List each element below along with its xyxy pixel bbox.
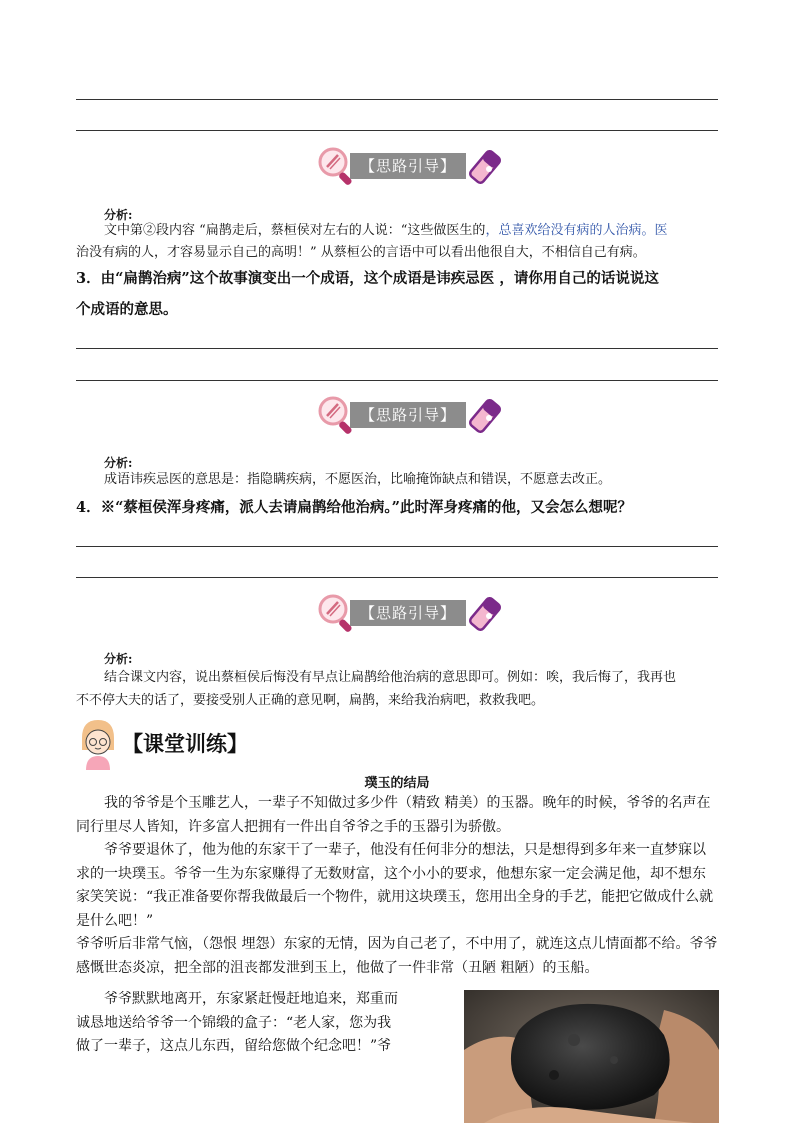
hint-label: 【思路引导】 [350,600,466,626]
story-line: 诚恳地送给爷爷一个锦缎的盒子：“老人家，您为我 [76,1014,392,1031]
section-header [76,716,376,770]
highlighted-quote: ，总喜欢给没有病的人治病。医 [485,223,668,238]
answer-line [76,380,718,381]
answer-line [76,130,718,131]
eraser-icon [468,147,506,187]
story-body [76,792,718,980]
section-title: 【课堂训练】 [122,732,248,756]
hint-label: 【思路引导】 [350,402,466,428]
analysis-text: 不不停大夫的话了，要接受别人正确的意见啊，扁鹊，来给我治病吧，救救我吧。 [76,693,545,708]
story-body-wrap [76,988,452,1059]
answer-line [76,577,718,578]
student-avatar-icon [76,716,120,770]
analysis-title: 分析: [104,652,133,666]
story-paragraph: 我的爷爷是个玉雕艺人，一辈子不知做过多少件（精致 精美）的玉器。晚年的时候，爷爷的名声在同行里尽人皆知，许多富人把拥有一件出自爷爷之手的玉器引为骄傲。 [76,795,711,835]
analysis-text: 成语讳疾忌医的意思是：指隐瞒疾病，不愿医治，比喻掩饰缺点和错误，不愿意去改正。 [104,472,612,487]
analysis-text-part: 文中第②段内容 “扁鹊走后，蔡桓侯对左右的人说：“这些做医生的 [104,223,486,238]
story-paragraph: 爷爷听后非常气恼，（怨恨 埋怨）东家的无情，因为自己老了，不中用了，就连这点儿情面都不给。爷爷感慨世态炎凉，把全部的沮丧都发泄到玉上，他做了一件非常（丑陋 粗陋）的玉船。 [76,936,718,976]
story-paragraph: 爷爷要退休了，他为他的东家干了一辈子，他没有任何非分的想法，只是想得到多年来一直梦寐以求的一块璞玉。爷爷一生为东家赚得了无数财富，这个小小的要求，他想东家一定会满足他，却不想东家笑笑说：“我正准备要你帮我做最后一个物件，就用这块璞玉，您用出全身的手艺，能把它做成什么就是什么吧！” [76,842,714,929]
story-line: 做了一辈子，这点儿东西，留给您做个纪念吧！”爷 [76,1038,392,1054]
answer-line [76,99,718,100]
answer-line [76,546,718,547]
question-3: 3．由“扁鹊治病”这个故事演变出一个成语，这个成语是讳疾忌医 ，请你用自己的话说说这 [76,270,659,287]
eraser-icon [468,594,506,634]
analysis-text: 结合课文内容，说出蔡桓侯后悔没有早点让扁鹊给他治病的意思即可。例如：唉，我后悔了，我再也 [104,670,677,685]
answer-line [76,348,718,349]
question-3-cont: 个成语的意思。 [76,301,178,318]
jade-stone-photo [464,990,719,1123]
eraser-icon [468,396,506,436]
analysis-text [76,220,726,242]
analysis-title: 分析: [104,456,133,470]
hint-badge [316,394,506,436]
hint-label: 【思路引导】 [350,153,466,179]
analysis-text: 治没有病的人，才容易显示自己的高明！” 从蔡桓公的言语中可以看出他很自大，不相信自己有病。 [76,245,646,260]
hint-badge [316,145,506,187]
story-title: 璞玉的结局 [364,776,430,791]
jade-stone-image [464,990,719,1123]
question-4: 4．※“蔡桓侯浑身疼痛，派人去请扁鹊给他治病。”此时浑身疼痛的他，又会怎么想呢？ [76,499,633,516]
analysis-title: 分析: [104,208,133,222]
story-line: 爷爷默默地离开，东家紧赶慢赶地追来，郑重而 [104,991,398,1007]
hint-badge [316,592,506,634]
